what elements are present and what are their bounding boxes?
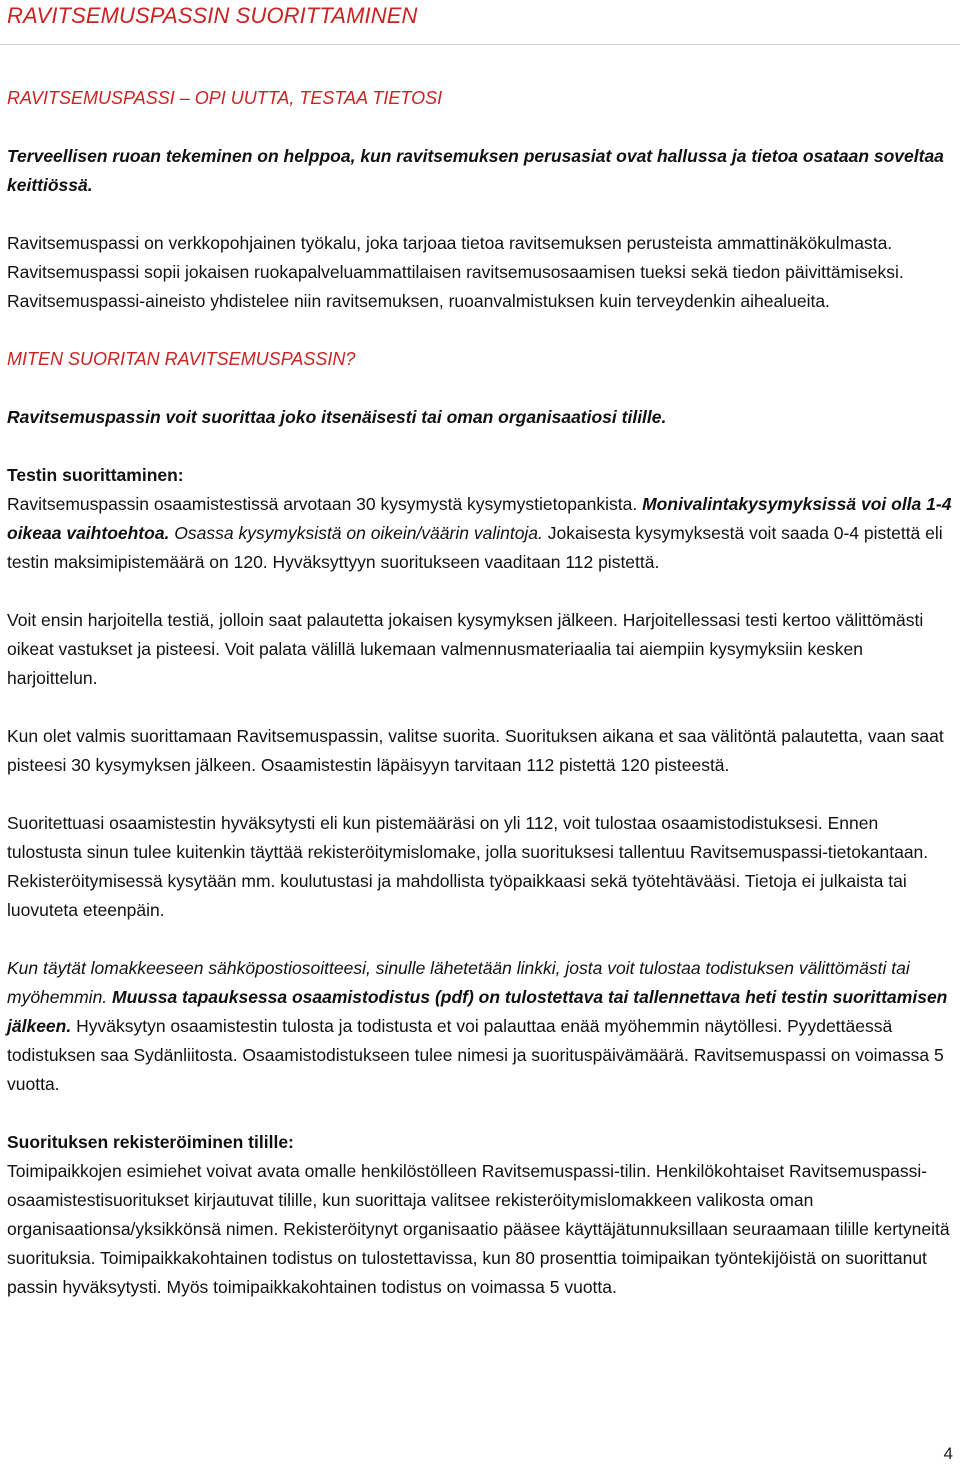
ready-paragraph: Kun olet valmis suorittamaan Ravitsemuspassin, valitse suorita. Suorituksen aikana et saa välitöntä palautetta, vaan saat pisteesi 30 kysymyksen jälkeen. Osaamistestin läpäisyyn tarvitaan 112 pistettä 120 pisteestä.: [7, 726, 944, 775]
test-paragraph: [7, 490, 952, 577]
test-text-2: Monivalintakysymyksissä voi olla 1-4 oikeaa vaihtoehtoa.: [7, 494, 952, 543]
test-text-4: Jokaisesta kysymyksestä voit saada 0-4 pistettä eli testin maksimipistemäärä on 120. Hyväksyttyyn suoritukseen vaaditaan 112 pistettä.: [7, 523, 943, 572]
email-text-2: Muussa tapauksessa osaamistodistus (pdf) on tulostettava tai tallennettava heti testin suorittamisen jälkeen.: [7, 987, 948, 1036]
intro-paragraph: Ravitsemuspassi on verkkopohjainen työkalu, joka tarjoaa tietoa ravitsemuksen perusteista ammattinäkökulmasta. Ravitsemuspassi sopii jokaisen ruokapalveluammattilaisen ravitsemusosaamisen tueksi sekä tiedon päivittämiseksi. Ravitsemuspassi-aineisto yhdistelee niin ravitsemuksen, ruoanvalmistuksen kuin terveydenkin aihealueita.: [7, 233, 904, 311]
registration-subheading: Suorituksen rekisteröiminen tilille:: [7, 1132, 294, 1152]
certificate-paragraph: Suoritettuasi osaamistestin hyväksytysti eli kun pistemääräsi on yli 112, voit tulostaa osaamistodistuksesi. Ennen tulostusta sinun tulee kuitenkin täyttää rekisteröitymislomake, jolla suorituksesi tallentuu Ravitsemuspassi-tietokantaan. Rekisteröitymisessä kysytään mm. koulutustasi ja mahdollista työpaikkaasi sekä työtehtävääsi. Tietoja ei julkaista tai luovuteta eteenpäin.: [7, 813, 929, 920]
document-title: RAVITSEMUSPASSIN SUORITTAMINEN: [7, 3, 418, 28]
document-body: [7, 84, 952, 1331]
registration-paragraph: Toimipaikkojen esimiehet voivat avata omalle henkilöstölleen Ravitsemuspassi-tilin. Henkilökohtaiset Ravitsemuspassi-osaamistestisuoritukset kirjautuvat tilille, kun suorittaja valitsee rekisteröitymislomakkeen valikosta oman organisaationsa/yksikkönsä nimen. Rekisteröitynyt organisaatio pääsee käyttäjätunnuksillaan seuraamaan tilille kertyneitä suorituksia. Toimipaikkakohtainen todistus on tulostettavissa, kun 80 prosenttia toimipaikan työntekijöistä on suorittanut passin hyväksytysti. Myös toimipaikkakohtainen todistus on voimassa 5 vuotta.: [7, 1161, 950, 1297]
test-text-3: Osassa kysymyksistä on oikein/väärin valintoja.: [169, 523, 543, 543]
email-text-3: Hyväksytyn osaamistestin tulosta ja todistusta et voi palauttaa enää myöhemmin näytöllesi. Pyydettäessä todistuksen saa Sydänliitosta. Osaamistodistukseen tulee nimesi ja suorituspäivämäärä. Ravitsemuspassi on voimassa 5 vuotta.: [7, 1016, 944, 1094]
title-divider: [0, 44, 960, 45]
section-heading-how: MITEN SUORITAN RAVITSEMUSPASSIN?: [7, 349, 356, 369]
page-number: 4: [943, 1444, 953, 1463]
intro-lead: Terveellisen ruoan tekeminen on helppoa, kun ravitsemuksen perusasiat ovat hallussa ja tietoa osataan soveltaa keittiössä.: [7, 146, 944, 195]
test-text-1: Ravitsemuspassin osaamistestissä arvotaan 30 kysymystä kysymystietopankista.: [7, 494, 643, 514]
test-subheading: Testin suorittaminen:: [7, 465, 184, 485]
how-lead: Ravitsemuspassin voit suorittaa joko itsenäisesti tai oman organisaatiosi tilille.: [7, 407, 667, 427]
email-paragraph: [7, 954, 952, 1099]
email-text-1: Kun täytät lomakkeeseen sähköpostiosoitteesi, sinulle lähetetään linkki, josta voit tulostaa todistuksen välittömästi tai myöhemmin.: [7, 958, 910, 1007]
section-heading-intro: RAVITSEMUSPASSI – OPI UUTTA, TESTAA TIETOSI: [7, 88, 443, 108]
practice-paragraph: Voit ensin harjoitella testiä, jolloin saat palautetta jokaisen kysymyksen jälkeen. Harjoitellessasi testi kertoo välittömästi oikeat vastukset ja pisteesi. Voit palata välillä lukemaan valmennusmateriaalia tai aiempiin kysymyksiin kesken harjoittelun.: [7, 610, 924, 688]
